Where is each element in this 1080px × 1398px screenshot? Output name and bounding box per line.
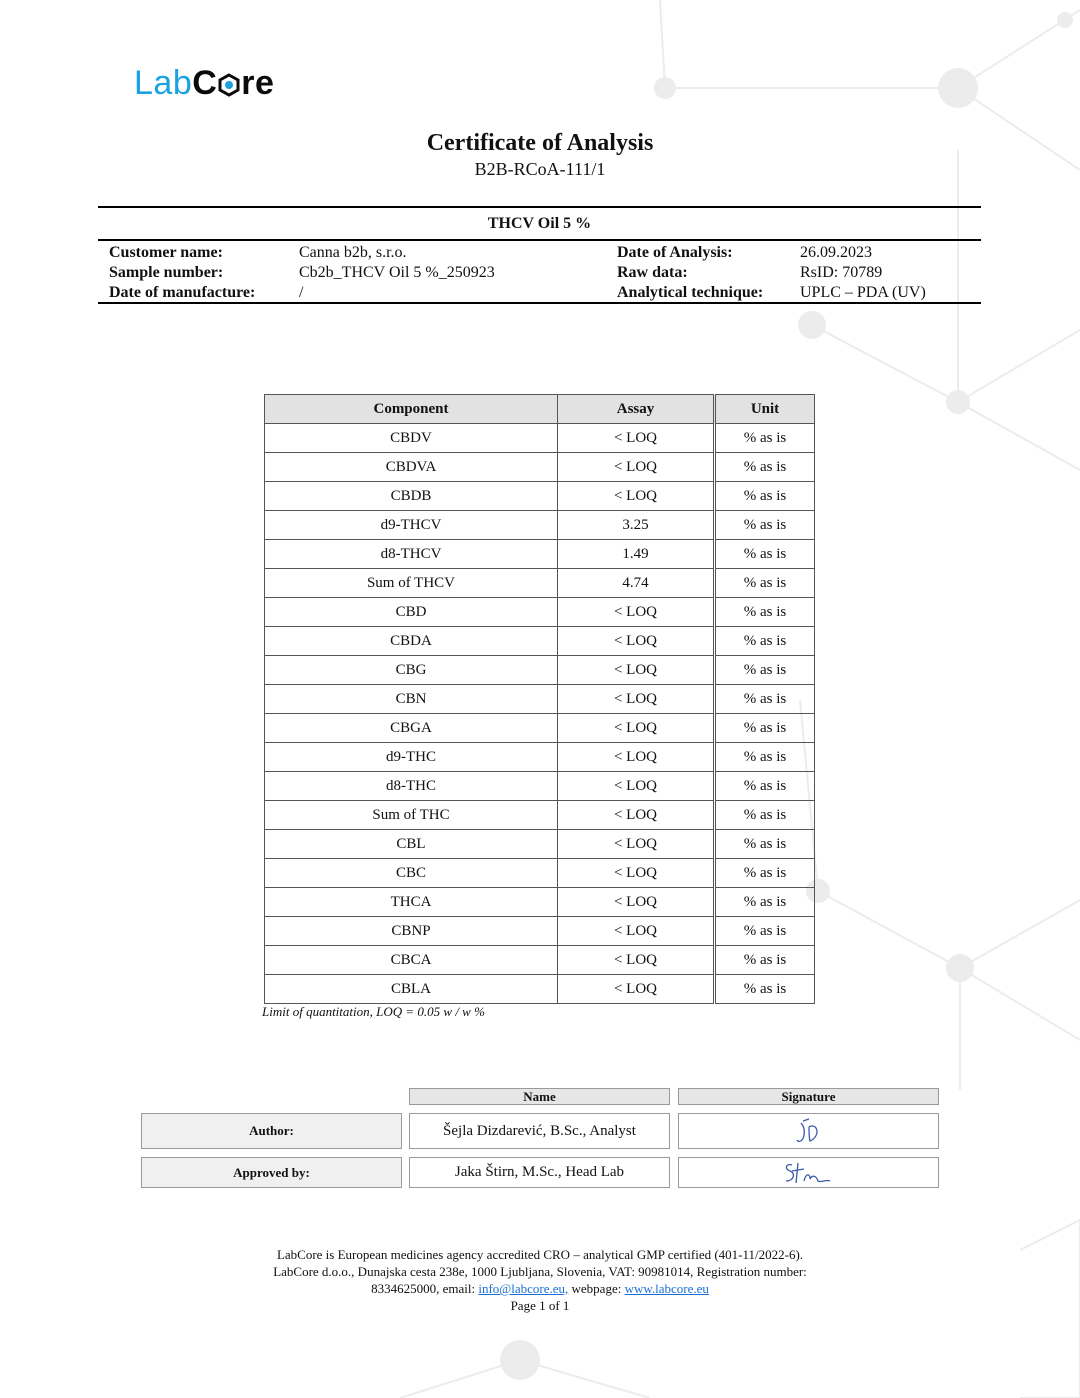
table-row	[265, 859, 815, 888]
page-title: Certificate of Analysis	[426, 130, 654, 156]
table-row	[265, 627, 815, 656]
unit-cell: % as is	[715, 453, 815, 482]
unit-cell: % as is	[715, 917, 815, 946]
page-number: Page 1 of 1	[510, 1298, 570, 1313]
table-row	[265, 569, 815, 598]
table-row	[265, 888, 815, 917]
component-cell: d8-THCV	[265, 540, 558, 569]
component-cell: CBCA	[265, 946, 558, 975]
sample-number-label: Sample number:	[109, 264, 224, 281]
customer-name-label: Customer name:	[109, 244, 223, 261]
table-row	[265, 714, 815, 743]
logo-hexagon-icon	[218, 73, 240, 97]
assay-cell: < LOQ	[558, 801, 715, 830]
assay-cell: < LOQ	[558, 830, 715, 859]
assay-cell: < LOQ	[558, 772, 715, 801]
footer-line-3-prefix: 8334625000, email:	[371, 1281, 479, 1296]
divider-top	[98, 206, 981, 208]
component-cell: CBLA	[265, 975, 558, 1004]
component-cell: d9-THC	[265, 743, 558, 772]
component-cell: CBDV	[265, 424, 558, 453]
component-cell: CBDVA	[265, 453, 558, 482]
footer-line-2: LabCore d.o.o., Dunajska cesta 238e, 1000 Ljubljana, Slovenia, VAT: 90981014, Registration number:	[273, 1264, 807, 1279]
unit-cell: % as is	[715, 859, 815, 888]
results-table	[264, 394, 815, 1004]
component-cell: d8-THC	[265, 772, 558, 801]
analysis-date-value: 26.09.2023	[800, 244, 872, 261]
unit-cell: % as is	[715, 511, 815, 540]
unit-cell: % as is	[715, 656, 815, 685]
assay-cell: < LOQ	[558, 888, 715, 917]
footer-line-1: LabCore is European medicines agency accredited CRO – analytical GMP certified (401-11/2022-6).	[276, 1247, 804, 1262]
table-row	[265, 540, 815, 569]
assay-cell: < LOQ	[558, 946, 715, 975]
table-row	[265, 830, 815, 859]
footer-line-3-mid: webpage:	[568, 1281, 625, 1296]
footer-line-3	[0, 1280, 1080, 1297]
unit-cell: % as is	[715, 482, 815, 511]
unit-cell: % as is	[715, 627, 815, 656]
unit-cell: % as is	[715, 743, 815, 772]
divider-bottom	[98, 302, 981, 304]
product-info-labels-right	[617, 243, 763, 303]
assay-cell: < LOQ	[558, 656, 715, 685]
assay-cell: 3.25	[558, 511, 715, 540]
logo-text-re: re	[241, 64, 275, 102]
table-row	[265, 598, 815, 627]
loq-note: Limit of quantitation, LOQ = 0.05 w / w %	[262, 1004, 485, 1019]
page-footer	[0, 1246, 1080, 1314]
technique-value: UPLC – PDA (UV)	[800, 284, 926, 301]
approver-signature-image	[774, 1159, 844, 1187]
assay-cell: < LOQ	[558, 424, 715, 453]
table-row	[265, 511, 815, 540]
unit-cell: % as is	[715, 540, 815, 569]
analysis-date-label: Date of Analysis:	[617, 244, 733, 261]
component-cell: CBN	[265, 685, 558, 714]
unit-cell: % as is	[715, 975, 815, 1004]
table-row	[265, 743, 815, 772]
unit-cell: % as is	[715, 801, 815, 830]
assay-cell: < LOQ	[558, 917, 715, 946]
name-column-header: Name	[409, 1088, 670, 1105]
product-info-values-right	[800, 243, 926, 303]
customer-name-value: Canna b2b, s.r.o.	[299, 244, 407, 261]
labcore-logo	[134, 64, 274, 102]
approved-by-label: Approved by:	[141, 1157, 402, 1188]
component-cell: CBC	[265, 859, 558, 888]
unit-cell: % as is	[715, 772, 815, 801]
product-info-values-left	[299, 243, 495, 303]
component-cell: Sum of THC	[265, 801, 558, 830]
table-row	[265, 656, 815, 685]
assay-cell: < LOQ	[558, 453, 715, 482]
document-header	[0, 128, 1080, 180]
author-name: Šejla Dizdarević, B.Sc., Analyst	[409, 1113, 670, 1149]
component-cell: Sum of THCV	[265, 569, 558, 598]
assay-cell: < LOQ	[558, 975, 715, 1004]
raw-data-value: RsID: 70789	[800, 264, 883, 281]
component-cell: CBL	[265, 830, 558, 859]
logo-text-lab: Lab	[134, 64, 193, 102]
table-row	[265, 975, 815, 1004]
unit-cell: % as is	[715, 685, 815, 714]
author-label: Author:	[141, 1113, 402, 1149]
sample-number-value: Cb2b_THCV Oil 5 %_250923	[299, 264, 495, 281]
table-row	[265, 946, 815, 975]
website-link[interactable]: www.labcore.eu	[624, 1281, 709, 1296]
component-cell: CBG	[265, 656, 558, 685]
divider-mid	[98, 239, 981, 241]
results-body	[265, 424, 815, 1004]
assay-cell: < LOQ	[558, 743, 715, 772]
unit-header: Unit	[715, 395, 815, 424]
product-name: THCV Oil 5 %	[487, 215, 592, 232]
table-row	[265, 453, 815, 482]
manufacture-date-label: Date of manufacture:	[109, 284, 256, 301]
unit-cell: % as is	[715, 946, 815, 975]
approved-by-signature	[678, 1157, 939, 1188]
table-row	[265, 685, 815, 714]
component-cell: CBDA	[265, 627, 558, 656]
email-link[interactable]: info@labcore.eu,	[478, 1281, 569, 1296]
author-signature-image	[779, 1115, 839, 1147]
component-cell: CBGA	[265, 714, 558, 743]
component-cell: CBDB	[265, 482, 558, 511]
component-cell: d9-THCV	[265, 511, 558, 540]
assay-header: Assay	[558, 395, 715, 424]
logo-text-c: C	[192, 64, 218, 102]
assay-cell: < LOQ	[558, 598, 715, 627]
product-info-labels-left	[109, 243, 255, 303]
unit-cell: % as is	[715, 424, 815, 453]
author-signature	[678, 1113, 939, 1149]
unit-cell: % as is	[715, 714, 815, 743]
approved-by-name: Jaka Štirn, M.Sc., Head Lab	[409, 1157, 670, 1188]
component-cell: CBD	[265, 598, 558, 627]
assay-cell: < LOQ	[558, 859, 715, 888]
assay-cell: 1.49	[558, 540, 715, 569]
component-header: Component	[265, 395, 558, 424]
component-cell: CBNP	[265, 917, 558, 946]
assay-cell: < LOQ	[558, 627, 715, 656]
table-row	[265, 801, 815, 830]
document-id: B2B-RCoA-111/1	[474, 159, 606, 179]
signature-column-header: Signature	[678, 1088, 939, 1105]
assay-cell: < LOQ	[558, 685, 715, 714]
results-header-row	[265, 395, 815, 424]
table-row	[265, 424, 815, 453]
table-row	[265, 482, 815, 511]
technique-label: Analytical technique:	[617, 284, 764, 301]
table-row	[265, 917, 815, 946]
assay-cell: < LOQ	[558, 482, 715, 511]
component-cell: THCA	[265, 888, 558, 917]
manufacture-date-value: /	[299, 284, 304, 301]
raw-data-label: Raw data:	[617, 264, 688, 281]
assay-cell: 4.74	[558, 569, 715, 598]
unit-cell: % as is	[715, 598, 815, 627]
unit-cell: % as is	[715, 888, 815, 917]
assay-cell: < LOQ	[558, 714, 715, 743]
unit-cell: % as is	[715, 830, 815, 859]
unit-cell: % as is	[715, 569, 815, 598]
table-row	[265, 772, 815, 801]
